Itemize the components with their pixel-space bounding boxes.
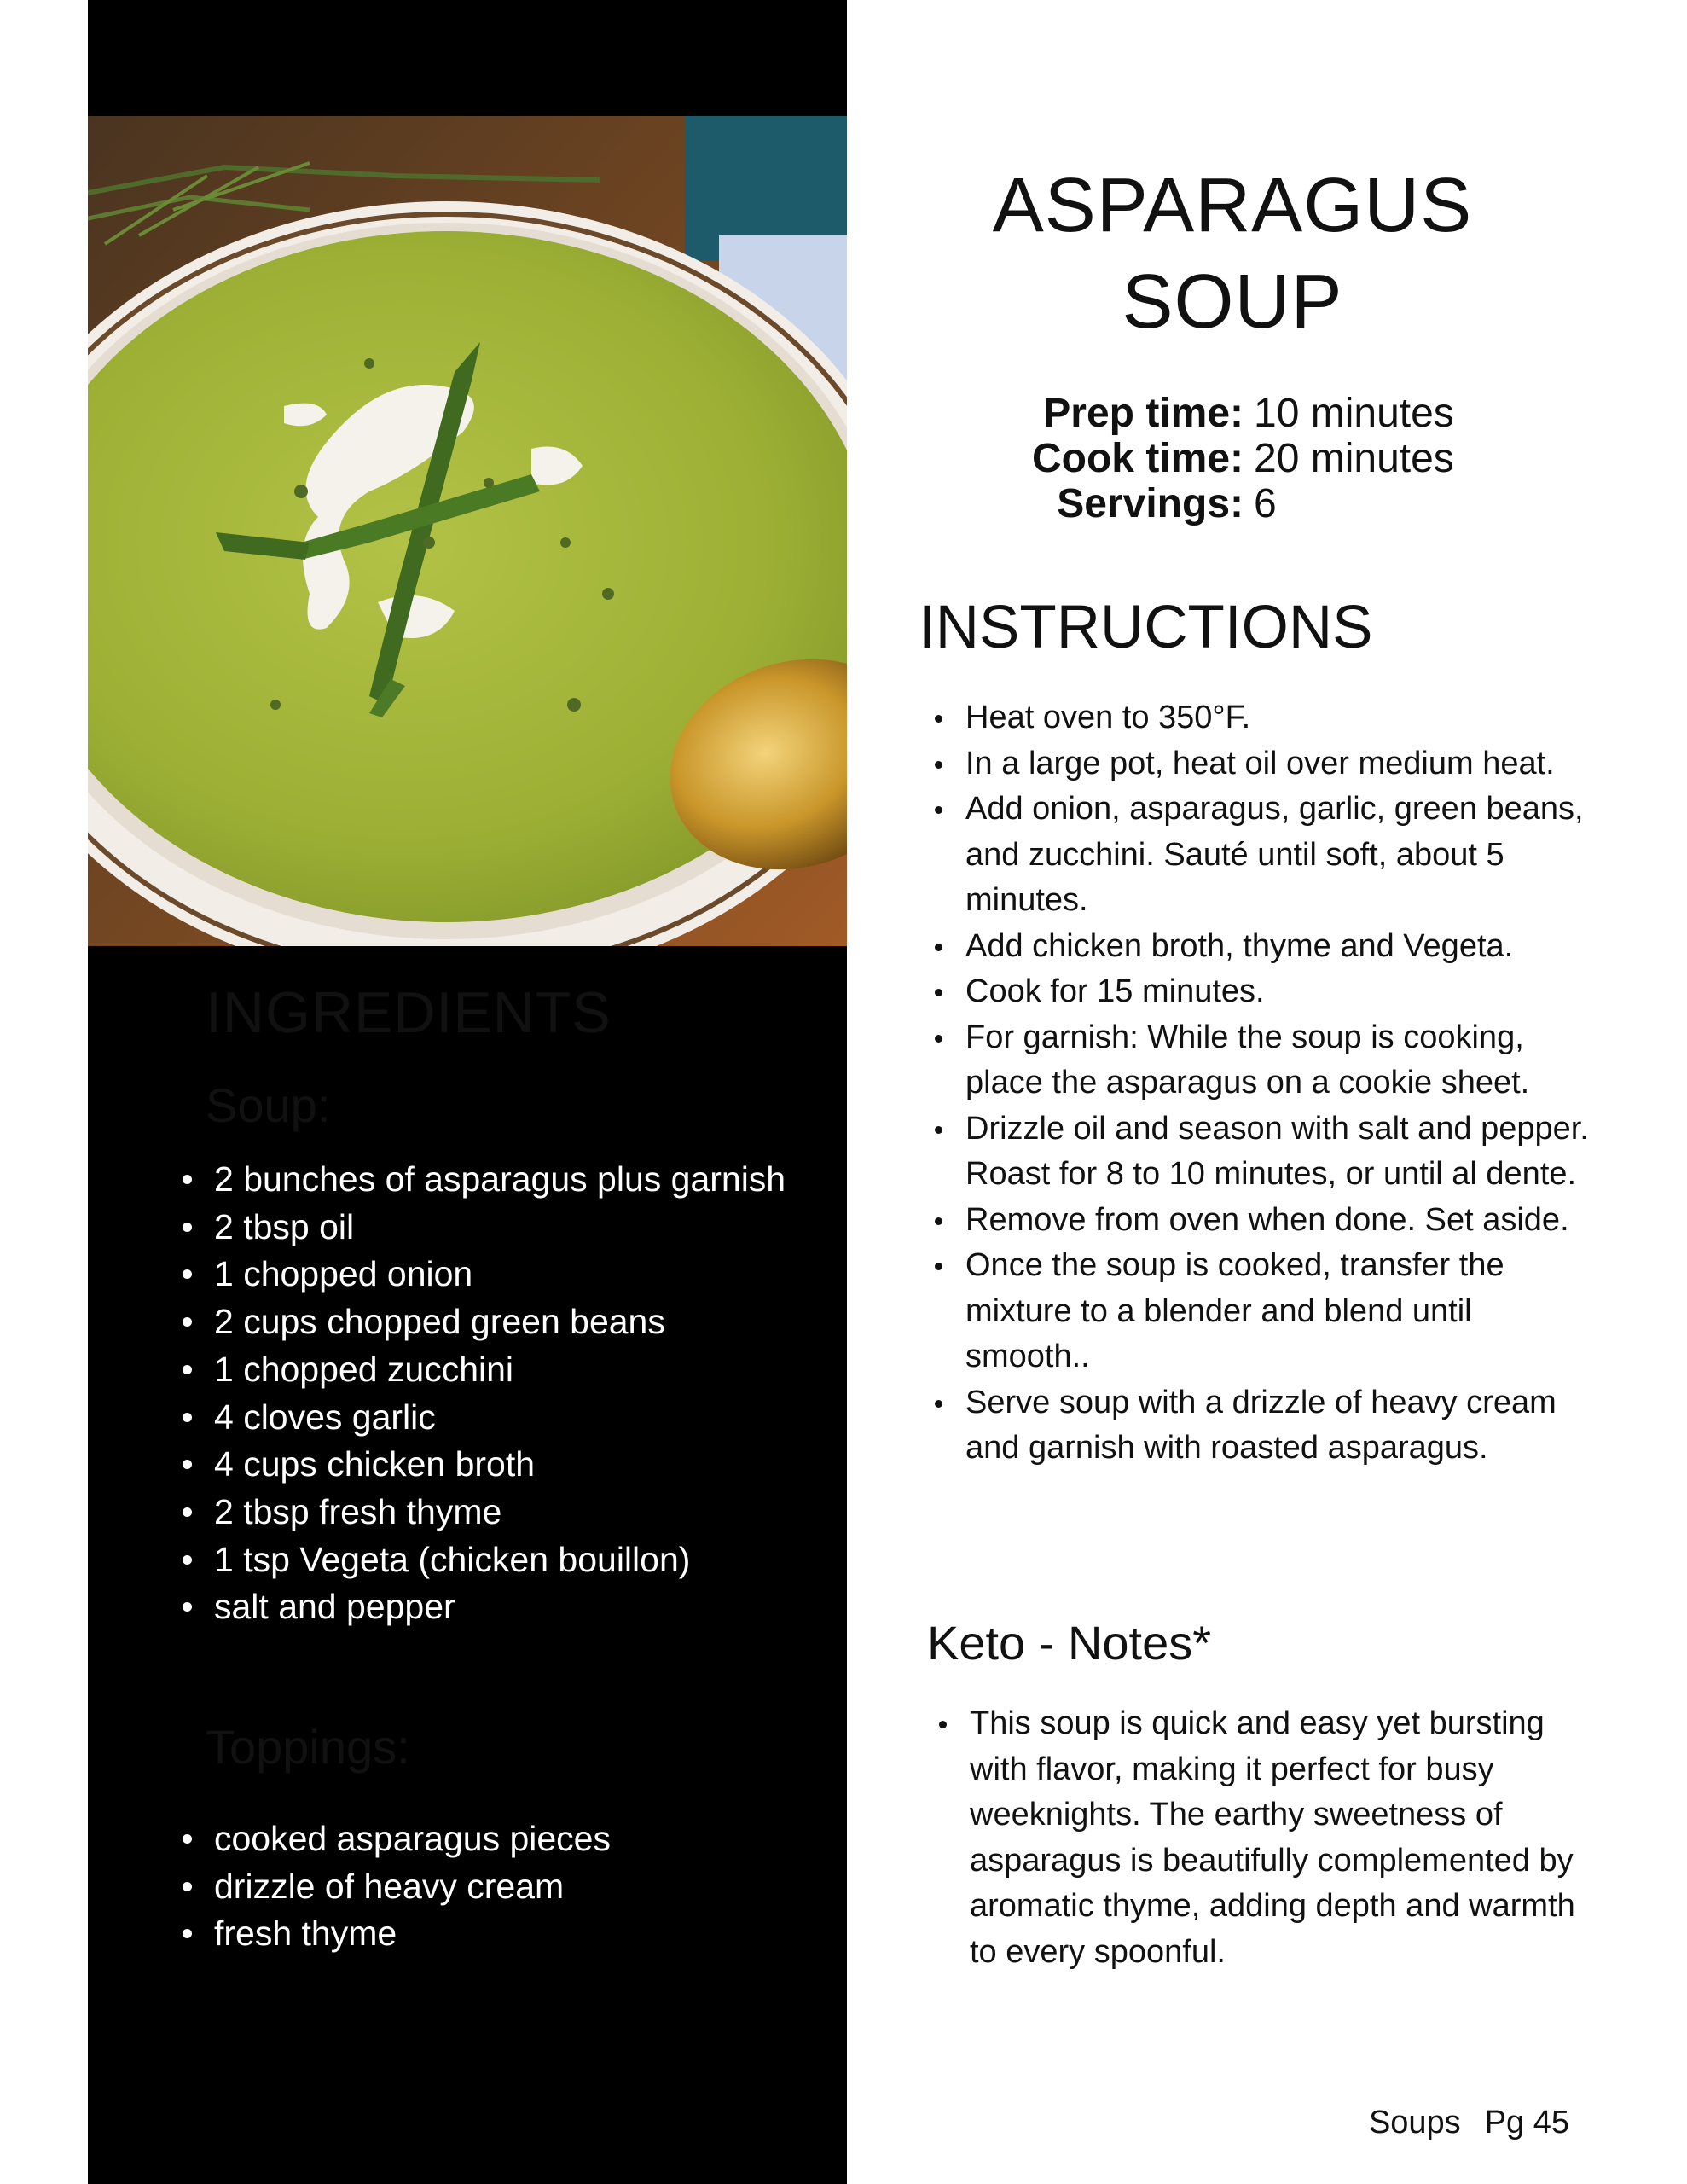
prep-time-row	[938, 391, 1467, 436]
list-item: 2 cups chopped green beans	[214, 1298, 786, 1346]
prep-time-value: 10 minutes	[1254, 391, 1454, 436]
list-item: 2 bunches of asparagus plus garnish	[214, 1156, 786, 1204]
instruction-step: For garnish: While the soup is cooking, place the asparagus on a cookie sheet.	[965, 1015, 1597, 1107]
list-item: 4 cloves garlic	[214, 1394, 786, 1442]
notes-list	[970, 1701, 1584, 1975]
toppings-subheading: Toppings:	[206, 1720, 410, 1774]
note-item: This soup is quick and easy yet bursting with flavor, making it perfect for busy weeknights. The earthy sweetness of asparagus is beautifully complemented by aromatic thyme, adding depth and warmth to every spoonful.	[970, 1701, 1584, 1975]
list-item: 2 tbsp oil	[214, 1204, 786, 1252]
soup-ingredients-list	[88, 1156, 786, 1631]
notes-heading: Keto - Notes*	[927, 1616, 1212, 1670]
instruction-step: Heat oven to 350°F.	[965, 695, 1597, 741]
servings-row	[938, 481, 1467, 526]
recipe-title	[891, 158, 1574, 351]
list-item: salt and pepper	[214, 1583, 786, 1631]
instruction-step: Remove from oven when done. Set aside.	[965, 1198, 1597, 1244]
instruction-step: In a large pot, heat oil over medium heat.	[965, 741, 1597, 787]
page-number: Pg 45	[1484, 2105, 1569, 2140]
list-item: drizzle of heavy cream	[214, 1863, 611, 1911]
list-item: 2 tbsp fresh thyme	[214, 1489, 786, 1536]
cook-time-row	[938, 436, 1467, 481]
instruction-step: Serve soup with a drizzle of heavy cream and garnish with roasted asparagus.	[965, 1380, 1597, 1472]
ingredients-heading: INGREDIENTS	[206, 980, 612, 1045]
prep-time-label: Prep time:	[1043, 391, 1244, 436]
recipe-meta	[938, 391, 1467, 526]
footer-section: Soups	[1368, 2105, 1461, 2140]
list-item: 4 cups chicken broth	[214, 1441, 786, 1489]
recipe-title-line2: SOUP	[1122, 259, 1343, 345]
instructions-list	[965, 695, 1597, 1472]
list-item: 1 chopped zucchini	[214, 1346, 786, 1394]
list-item: cooked asparagus pieces	[214, 1815, 611, 1863]
cook-time-value: 20 minutes	[1254, 436, 1454, 481]
instruction-step: Once the soup is cooked, transfer the mixture to a blender and blend until smooth..	[965, 1243, 1597, 1380]
list-item: fresh thyme	[214, 1910, 611, 1958]
instruction-step: Cook for 15 minutes.	[965, 969, 1597, 1015]
page-footer	[1330, 2105, 1569, 2141]
recipe-title-line1: ASPARAGUS	[992, 163, 1473, 248]
instructions-heading: INSTRUCTIONS	[919, 594, 1373, 661]
servings-value: 6	[1254, 481, 1277, 526]
list-item: 1 chopped onion	[214, 1251, 786, 1298]
instruction-step: Add onion, asparagus, garlic, green beans, and zucchini. Sauté until soft, about 5 minutes.	[965, 787, 1597, 924]
list-item: 1 tsp Vegeta (chicken bouillon)	[214, 1536, 786, 1584]
soup-photo	[88, 116, 847, 946]
cook-time-label: Cook time:	[1031, 436, 1244, 481]
toppings-list	[88, 1815, 611, 1958]
instruction-step: Add chicken broth, thyme and Vegeta.	[965, 924, 1597, 970]
soup-subheading: Soup:	[206, 1078, 331, 1132]
servings-label: Servings:	[1057, 481, 1244, 526]
instruction-step: Drizzle oil and season with salt and pepper. Roast for 8 to 10 minutes, or until al dente.	[965, 1107, 1597, 1198]
